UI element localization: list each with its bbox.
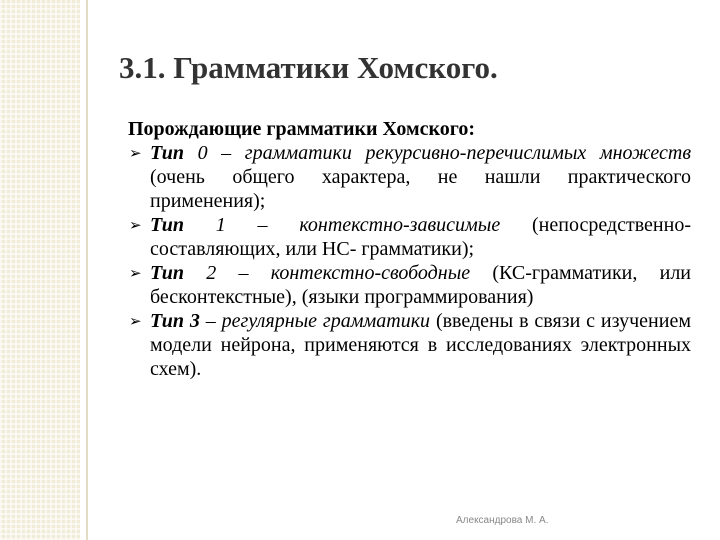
type-dash: –	[216, 262, 271, 284]
type-number: 2	[206, 262, 217, 284]
type-plain-text: (очень общего характера, не нашли практического применения);	[150, 166, 691, 212]
decorative-side-pattern	[0, 0, 80, 540]
arrow-bullet-icon: ➢	[129, 144, 142, 162]
list-item-type-2	[128, 261, 691, 309]
type-label: Тип	[150, 310, 184, 332]
type-number: 3	[189, 310, 200, 332]
grammar-type-list	[128, 141, 691, 381]
type-label: Тип	[150, 262, 184, 284]
arrow-bullet-icon: ➢	[129, 216, 142, 234]
list-item-type-3	[128, 309, 691, 381]
slide-title: 3.1. Грамматики Хомского.	[119, 50, 498, 85]
slide-body	[128, 117, 691, 381]
type-dash: –	[199, 310, 222, 332]
type-label: Тип	[150, 214, 184, 236]
arrow-bullet-icon: ➢	[129, 312, 142, 330]
list-item-type-1	[128, 213, 691, 261]
type-number: 1	[215, 214, 226, 236]
type-plain-text: (введены в связи с изучением модели нейрона, применяются в исследованиях электронных схем).	[150, 310, 691, 380]
type-plain-text: (непосредственно-составляющих, или НС- грамматики);	[150, 214, 691, 260]
slide-footer-author: Александрова М. А.	[456, 515, 549, 526]
type-number: 0	[197, 142, 208, 164]
type-italic-text: регулярные грамматики	[221, 310, 431, 332]
slide-subtitle: Порождающие грамматики Хомского:	[128, 118, 476, 140]
type-italic-text: грамматики рекурсивно-перечислимых множеств	[244, 142, 692, 164]
type-dash: –	[225, 214, 300, 236]
type-plain-text: (КС-грамматики, или бесконтекстные), (языки программирования)	[150, 262, 692, 308]
decorative-divider-line	[86, 0, 88, 540]
list-item-type-0	[128, 141, 691, 213]
type-italic-text: контекстно-свободные	[270, 262, 471, 284]
type-dash: –	[207, 142, 245, 164]
type-label: Тип	[150, 142, 184, 164]
arrow-bullet-icon: ➢	[129, 264, 142, 282]
type-italic-text: контекстно-зависимые	[299, 214, 501, 236]
